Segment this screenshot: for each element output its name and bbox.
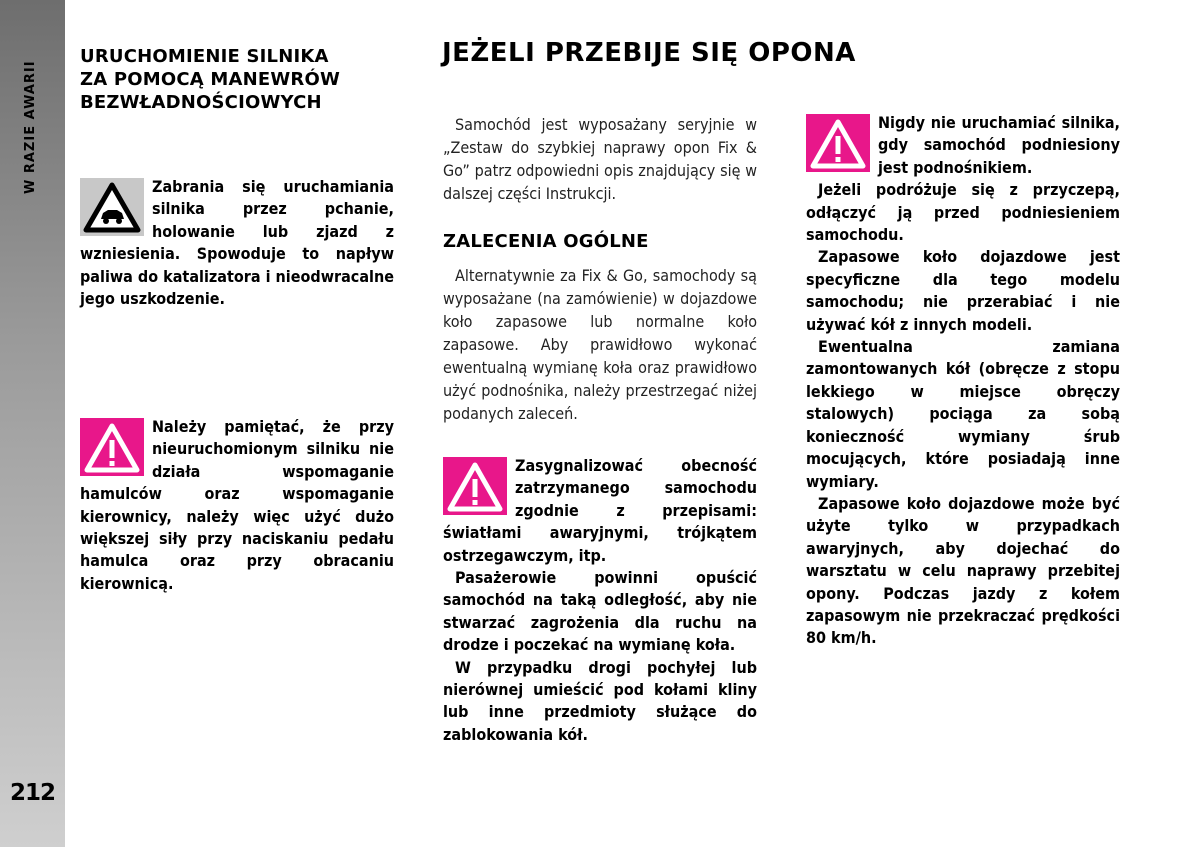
subheading: ZALECENIA OGÓLNE — [443, 231, 649, 252]
warning-triangle-icon — [806, 114, 870, 172]
general-text: Alternatywnie za Fix & Go, samochody są wyposażane (na zamówienie) w dojazdowe koło zapasowe lub normalne koło zapasowe. Aby prawidłowo wykonać ewentualną wymianę koła oraz prawidłowo użyć podnośnika, należy przestrzegać niżej podanych zaleceń. — [443, 266, 757, 423]
page-title: JEŻELI PRZEBIJE SIĘ OPONA — [442, 38, 856, 68]
car-warning-icon — [80, 178, 144, 236]
note-no-push-start — [80, 176, 394, 310]
note-text: Należy pamiętać, że przy nieuruchomionym silniku nie działa wspomaganie hamulców oraz wspomaganie kierownicy, należy więc użyć dużo większej siły przy naciskaniu pedału hamulca oraz przy obracaniu kierownicą. — [80, 417, 394, 593]
warning-block-middle — [443, 455, 757, 746]
sidebar-strip — [0, 0, 65, 847]
warning-text: Zasygnalizować obecność zatrzymanego samochodu zgodnie z przepisami: światłami awaryjnymi, trójkątem ostrzegawczym, itp. — [443, 456, 757, 565]
note-brake-assist — [80, 416, 394, 595]
warning-triangle-icon — [443, 457, 507, 515]
warning-block-right — [806, 112, 1120, 650]
intro-block — [443, 113, 757, 205]
note-text: Zabrania się uruchamiania silnika przez pchanie, holowanie lub zjazd z wzniesienia. Spowoduje to napływ paliwa do katalizatora i nieodwracalne jego uszkodzenie. — [80, 177, 394, 309]
page-number: 212 — [10, 780, 56, 806]
warning-triangle-icon — [80, 418, 144, 476]
heading-line: BEZWŁADNOŚCIOWYCH — [80, 92, 322, 113]
warning-text: Nigdy nie uruchamiać silnika, gdy samochód podniesiony jest podnośnikiem. — [878, 113, 1120, 177]
warning-text: Ewentualna zamiana zamontowanych kół (obręcze z stopu lekkiego w miejsce obręczy stalowych) pociąga za sobą konieczność wymiany śrub mocujących, które posiadają inne wymiary. — [806, 337, 1120, 491]
warning-text: Jeżeli podróżuje się z przyczepą, odłączyć ją przed podniesieniem samochodu. — [806, 180, 1120, 245]
general-block — [443, 264, 757, 425]
warning-text: Zapasowe koło dojazdowe jest specyficzne dla tego modelu samochodu; nie przerabiać i nie używać kół z innych modeli. — [806, 247, 1120, 334]
section-heading — [80, 45, 400, 114]
heading-line: ZA POMOCĄ MANEWRÓW — [80, 69, 341, 90]
warning-text: Zapasowe koło dojazdowe może być użyte tylko w przypadkach awaryjnych, aby dojechać do warsztatu w celu naprawy przebitej opony. Podczas jazdy z kołem zapasowym nie przekraczać prędkości 80 km/h. — [806, 493, 1120, 648]
warning-text: W przypadku drogi pochyłej lub nierównej umieścić pod kołami kliny lub inne przedmioty służące do zablokowania kół. — [443, 657, 757, 744]
intro-text: Samochód jest wyposażany seryjnie w „Zestaw do szybkiej naprawy opon Fix & Go” patrz odpowiedni opis znajdujący się w dalszej części Instrukcji. — [443, 115, 757, 203]
section-label: W RAZIE AWARII — [23, 60, 38, 195]
warning-text: Pasażerowie powinni opuścić samochód na taką odległość, aby nie stwarzać zagrożenia dla ruchu na drodze i poczekać na wymianę koła. — [443, 568, 757, 655]
heading-line: URUCHOMIENIE SILNIKA — [80, 46, 329, 67]
